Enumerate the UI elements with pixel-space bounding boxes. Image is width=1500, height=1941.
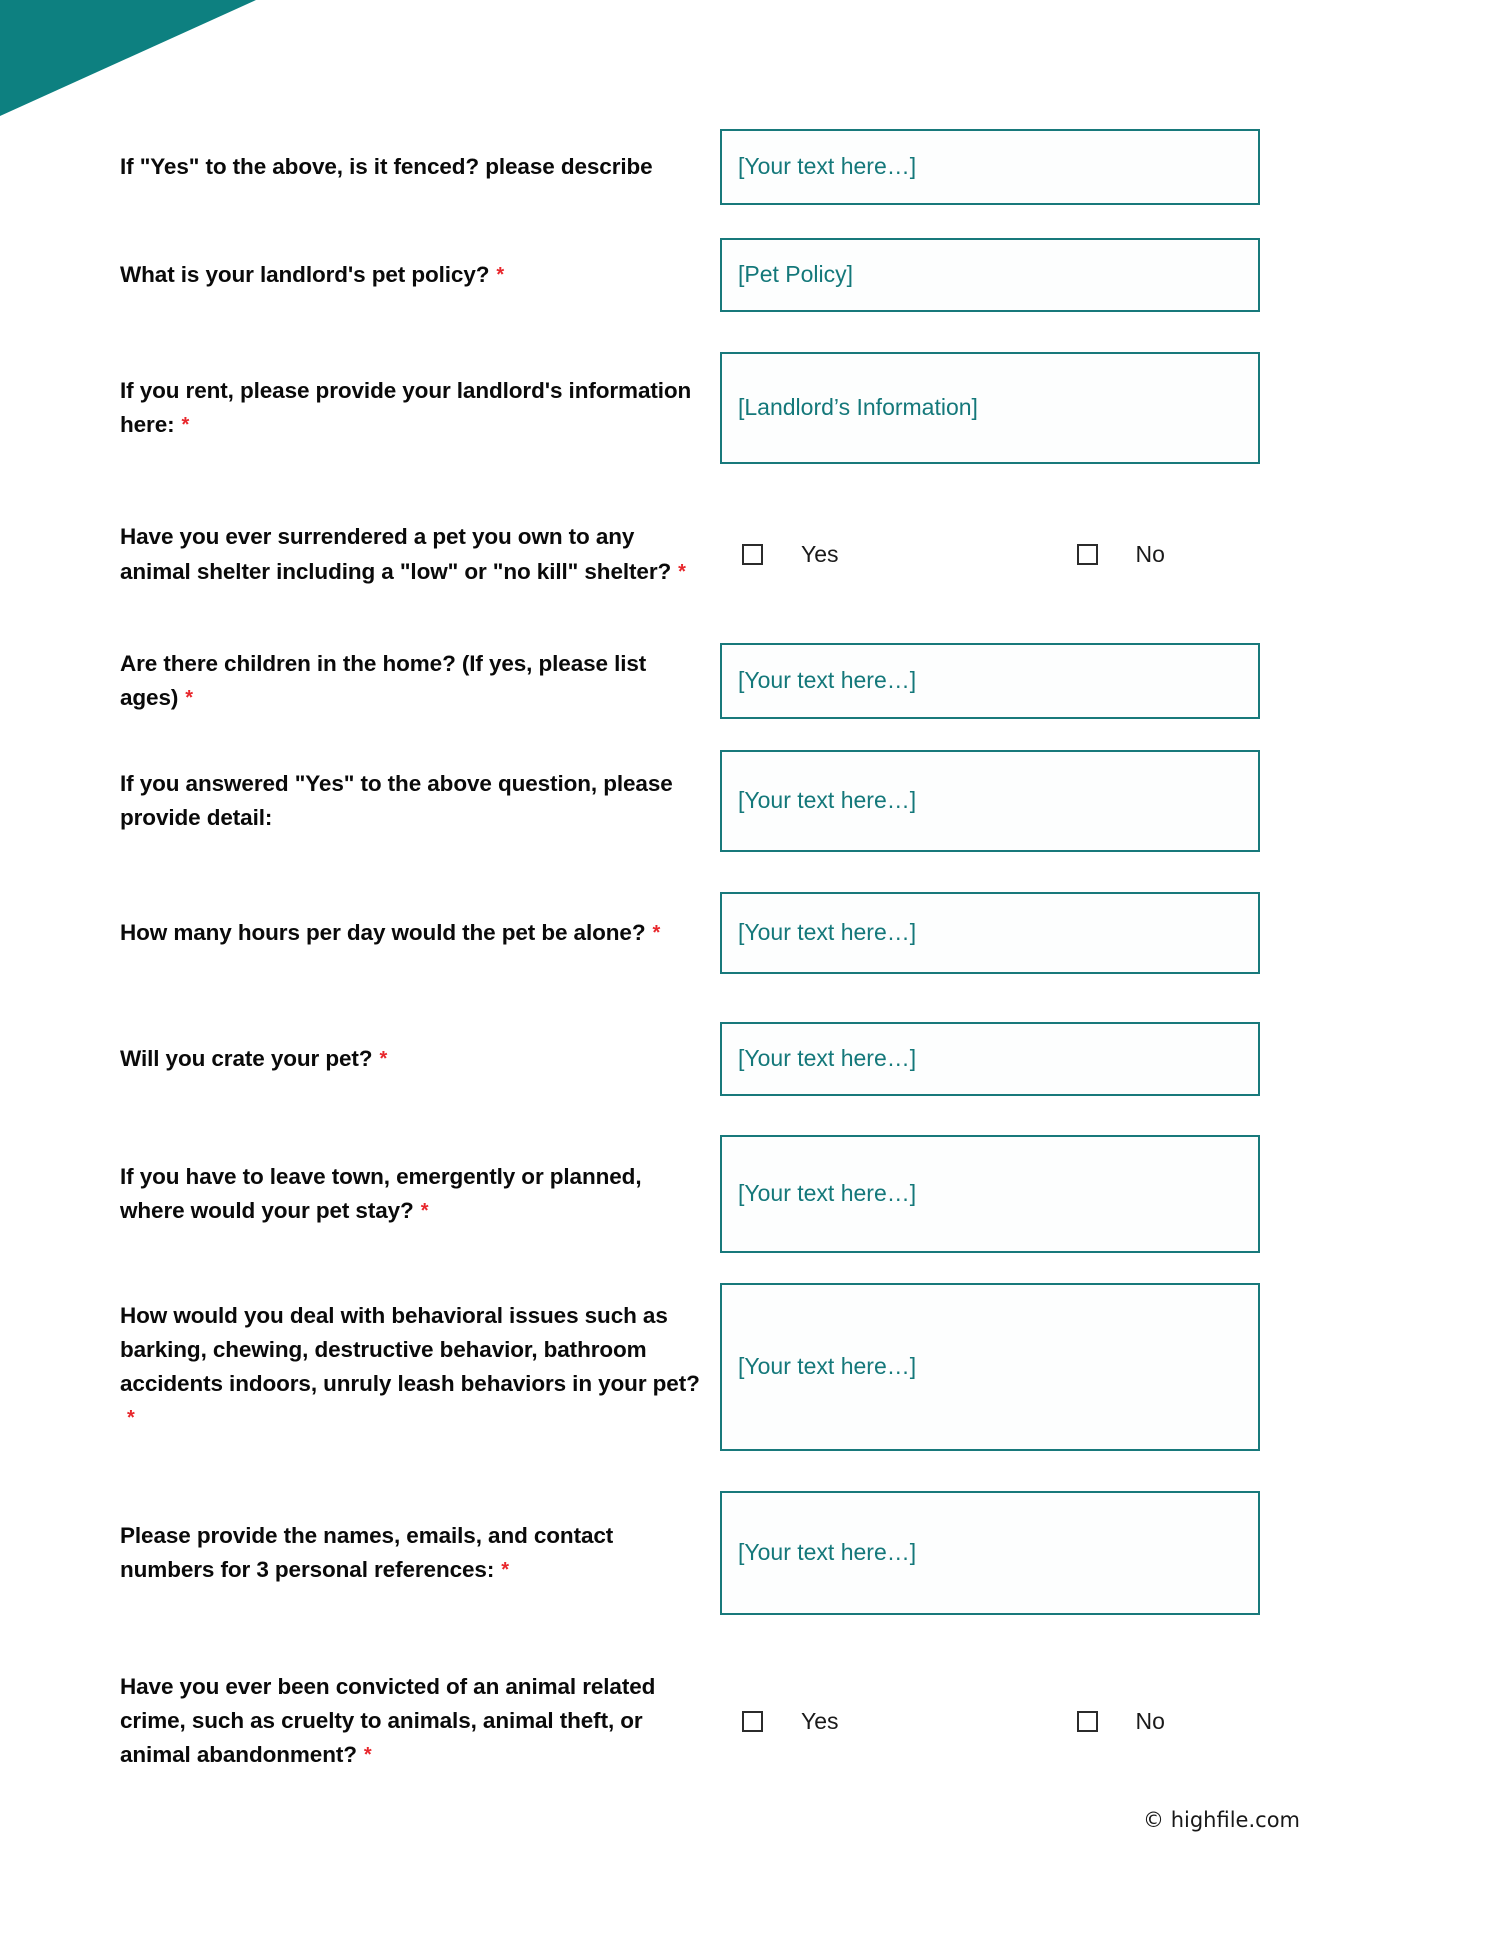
answer-placeholder: [Your text here…] — [738, 787, 917, 814]
question-label: Will you crate your pet? * — [120, 1045, 388, 1071]
answer-placeholder: [Your text here…] — [738, 1353, 917, 1380]
question-label: How many hours per day would the pet be alone? * — [120, 919, 661, 945]
question-label-cell — [120, 374, 720, 442]
form-row — [0, 334, 1500, 482]
answer-text-input[interactable] — [720, 750, 1260, 852]
question-label-cell — [120, 1299, 720, 1436]
answer-text-input[interactable] — [720, 892, 1260, 974]
answer-text-input[interactable] — [720, 1283, 1260, 1451]
form-row — [0, 627, 1500, 735]
form-question-list — [0, 118, 1500, 1801]
question-label-cell — [120, 258, 720, 292]
question-label: How would you deal with behavioral issues such as barking, chewing, destructive behavior, bathroom accidents indoors, unruly leash behaviors in your pet?* — [120, 1302, 700, 1430]
copyright-text: © highfile.com — [1143, 1808, 1300, 1832]
answer-placeholder: [Your text here…] — [738, 667, 917, 694]
form-row — [0, 482, 1500, 627]
required-asterisk: * — [501, 1559, 509, 1581]
answer-text-input[interactable] — [720, 238, 1260, 312]
answer-placeholder: [Your text here…] — [738, 1180, 917, 1207]
answer-text-input[interactable] — [720, 1491, 1260, 1615]
required-asterisk: * — [379, 1047, 388, 1070]
answer-text-input[interactable] — [720, 643, 1260, 719]
form-row — [0, 1641, 1500, 1801]
checkbox-label: No — [1135, 1707, 1165, 1734]
form-row — [0, 999, 1500, 1119]
answer-text-input[interactable] — [720, 1022, 1260, 1096]
question-label-cell — [120, 1160, 720, 1228]
checkbox-option-no[interactable] — [1077, 1708, 1165, 1735]
question-label-cell — [120, 1042, 720, 1076]
checkbox-option-yes[interactable] — [742, 1708, 839, 1735]
form-row — [0, 1465, 1500, 1641]
checkbox-icon[interactable] — [1077, 544, 1098, 565]
checkbox-label: No — [1135, 541, 1165, 567]
checkbox-icon[interactable] — [742, 1711, 763, 1732]
required-asterisk: * — [185, 687, 193, 709]
form-row — [0, 735, 1500, 867]
question-label: If you answered "Yes" to the above question, please provide detail: — [120, 770, 673, 830]
question-label: If you have to leave town, emergently or planned, where would your pet stay? * — [120, 1163, 642, 1223]
question-label-cell — [120, 916, 720, 950]
checkbox-label: Yes — [801, 541, 839, 567]
answer-field-cell — [720, 643, 1420, 719]
checkbox-label: Yes — [801, 1707, 839, 1734]
question-label: Please provide the names, emails, and contact numbers for 3 personal references: * — [120, 1522, 614, 1582]
answer-field-cell — [720, 1491, 1420, 1615]
answer-field-cell — [720, 1135, 1420, 1253]
answer-text-input[interactable] — [720, 352, 1260, 464]
checkbox-option-yes[interactable] — [742, 541, 839, 568]
answer-placeholder: [Your text here…] — [738, 919, 917, 946]
checkbox-icon[interactable] — [742, 544, 763, 565]
answer-field-cell — [720, 352, 1420, 464]
question-label-cell — [120, 520, 720, 588]
question-label-cell — [120, 1670, 720, 1773]
answer-text-input[interactable] — [720, 1135, 1260, 1253]
answer-placeholder: [Landlord’s Information] — [738, 394, 978, 421]
teal-corner-accent — [0, 0, 256, 116]
question-label: What is your landlord's pet policy? * — [120, 261, 505, 287]
answer-field-cell — [720, 238, 1420, 312]
question-label: Are there children in the home? (If yes, please list ages) * — [120, 650, 647, 710]
answer-field-cell — [720, 1283, 1420, 1451]
form-row — [0, 216, 1500, 334]
answer-choice-cell — [720, 1708, 1420, 1735]
form-row — [0, 1269, 1500, 1465]
required-asterisk: * — [496, 263, 505, 286]
question-label-cell — [120, 647, 720, 715]
answer-field-cell — [720, 129, 1420, 205]
required-asterisk: * — [420, 1200, 429, 1222]
answer-choice-cell — [720, 541, 1420, 568]
required-asterisk: * — [127, 1407, 135, 1430]
answer-field-cell — [720, 1022, 1420, 1096]
answer-placeholder: [Your text here…] — [738, 153, 917, 180]
required-asterisk: * — [363, 1744, 372, 1767]
question-label: Have you ever surrendered a pet you own to any animal shelter including a "low" or "no kill" shelter? * — [120, 524, 686, 584]
required-asterisk: * — [678, 560, 686, 583]
answer-field-cell — [720, 750, 1420, 852]
checkbox-option-no[interactable] — [1077, 541, 1165, 568]
answer-field-cell — [720, 892, 1420, 974]
form-row — [0, 867, 1500, 999]
question-label-cell — [120, 1519, 720, 1587]
question-label: Have you ever been convicted of an animal related crime, such as cruelty to animals, animal theft, or animal abandonment? * — [120, 1673, 656, 1768]
answer-placeholder: [Your text here…] — [738, 1045, 917, 1072]
question-label-cell — [120, 150, 720, 184]
required-asterisk: * — [181, 414, 190, 436]
question-label: If you rent, please provide your landlord's information here: * — [120, 377, 692, 437]
checkbox-icon[interactable] — [1077, 1711, 1098, 1732]
answer-text-input[interactable] — [720, 129, 1260, 205]
answer-placeholder: [Your text here…] — [738, 1539, 917, 1566]
question-label: If "Yes" to the above, is it fenced? please describe — [120, 153, 653, 179]
question-label-cell — [120, 767, 720, 835]
form-row — [0, 1119, 1500, 1269]
answer-placeholder: [Pet Policy] — [738, 261, 854, 288]
required-asterisk: * — [652, 921, 661, 944]
form-row — [0, 118, 1500, 216]
page-footer — [0, 1808, 1500, 1832]
